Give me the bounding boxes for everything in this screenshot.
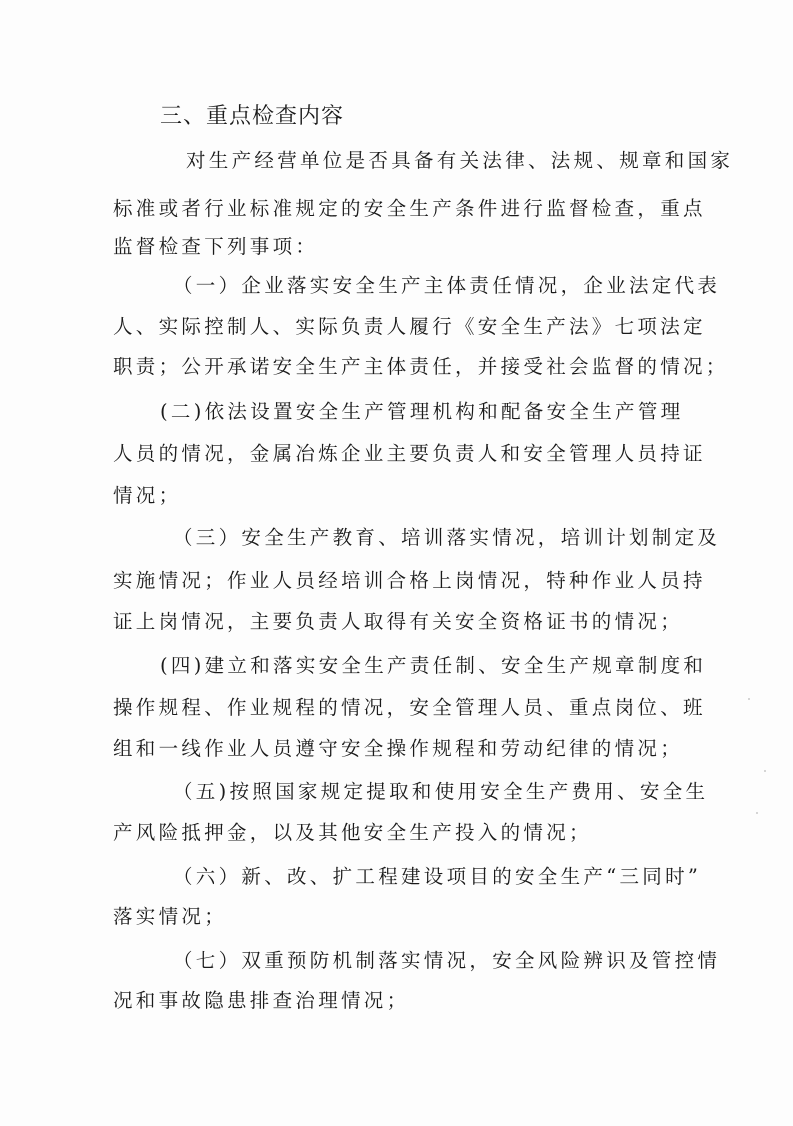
paragraph-line: （七）双重预防机制落实情况，安全风险辨识及管控情 <box>173 949 721 972</box>
paragraph-line: 人员的情况，金属冶炼企业主要负责人和安全管理人员持证 <box>113 442 706 465</box>
paragraph-line: （五)按照国家规定提取和使用安全生产费用、安全生 <box>173 780 709 803</box>
paragraph-line: 人、实际控制人、实际负责人履行《安全生产法》七项法定 <box>113 315 706 338</box>
paragraph-line: 对生产经营单位是否具备有关法律、法规、规章和国家 <box>186 149 734 172</box>
paragraph-line: (四)建立和落实安全生产责任制、安全生产规章制度和 <box>160 654 707 677</box>
paragraph-line: 操作规程、作业规程的情况，安全管理人员、重点岗位、班 <box>113 696 706 719</box>
paragraph-line: 情况； <box>113 484 182 507</box>
section-heading: 三、重点检查内容 <box>160 104 345 129</box>
paragraph-line: （三）安全生产教育、培训落实情况，培训计划制定及 <box>173 526 721 549</box>
paragraph-line: 实施情况；作业人员经培训合格上岗情况，特种作业人员持 <box>113 569 706 592</box>
paragraph-line: 职责；公开承诺安全生产主体责任，并接受社会监督的情况； <box>113 355 729 378</box>
paragraph-line: （一）企业落实安全生产主体责任情况，企业法定代表 <box>173 274 721 297</box>
paragraph-line: 证上岗情况，主要负责人取得有关安全资格证书的情况； <box>113 610 684 633</box>
paragraph-line: 标准或者行业标准规定的安全生产条件进行监督检查，重点 <box>113 197 706 220</box>
paragraph-line: 产风险抵押金，以及其他安全生产投入的情况； <box>113 821 592 844</box>
paragraph-line: 监督检查下列事项： <box>113 235 319 258</box>
paragraph-line: （六）新、改、扩工程建设项目的安全生产“三同时” <box>173 865 702 888</box>
scan-speck <box>748 698 750 700</box>
scan-speck <box>764 770 766 772</box>
paragraph-line: 组和一线作业人员遵守安全操作规程和劳动纪律的情况； <box>113 737 684 760</box>
paragraph-line: (二)依法设置安全生产管理机构和配备安全生产管理 <box>160 400 684 423</box>
paragraph-line: 况和事故隐患排查治理情况； <box>113 989 410 1012</box>
paragraph-line: 落实情况； <box>113 905 228 928</box>
scan-speck <box>756 812 758 814</box>
